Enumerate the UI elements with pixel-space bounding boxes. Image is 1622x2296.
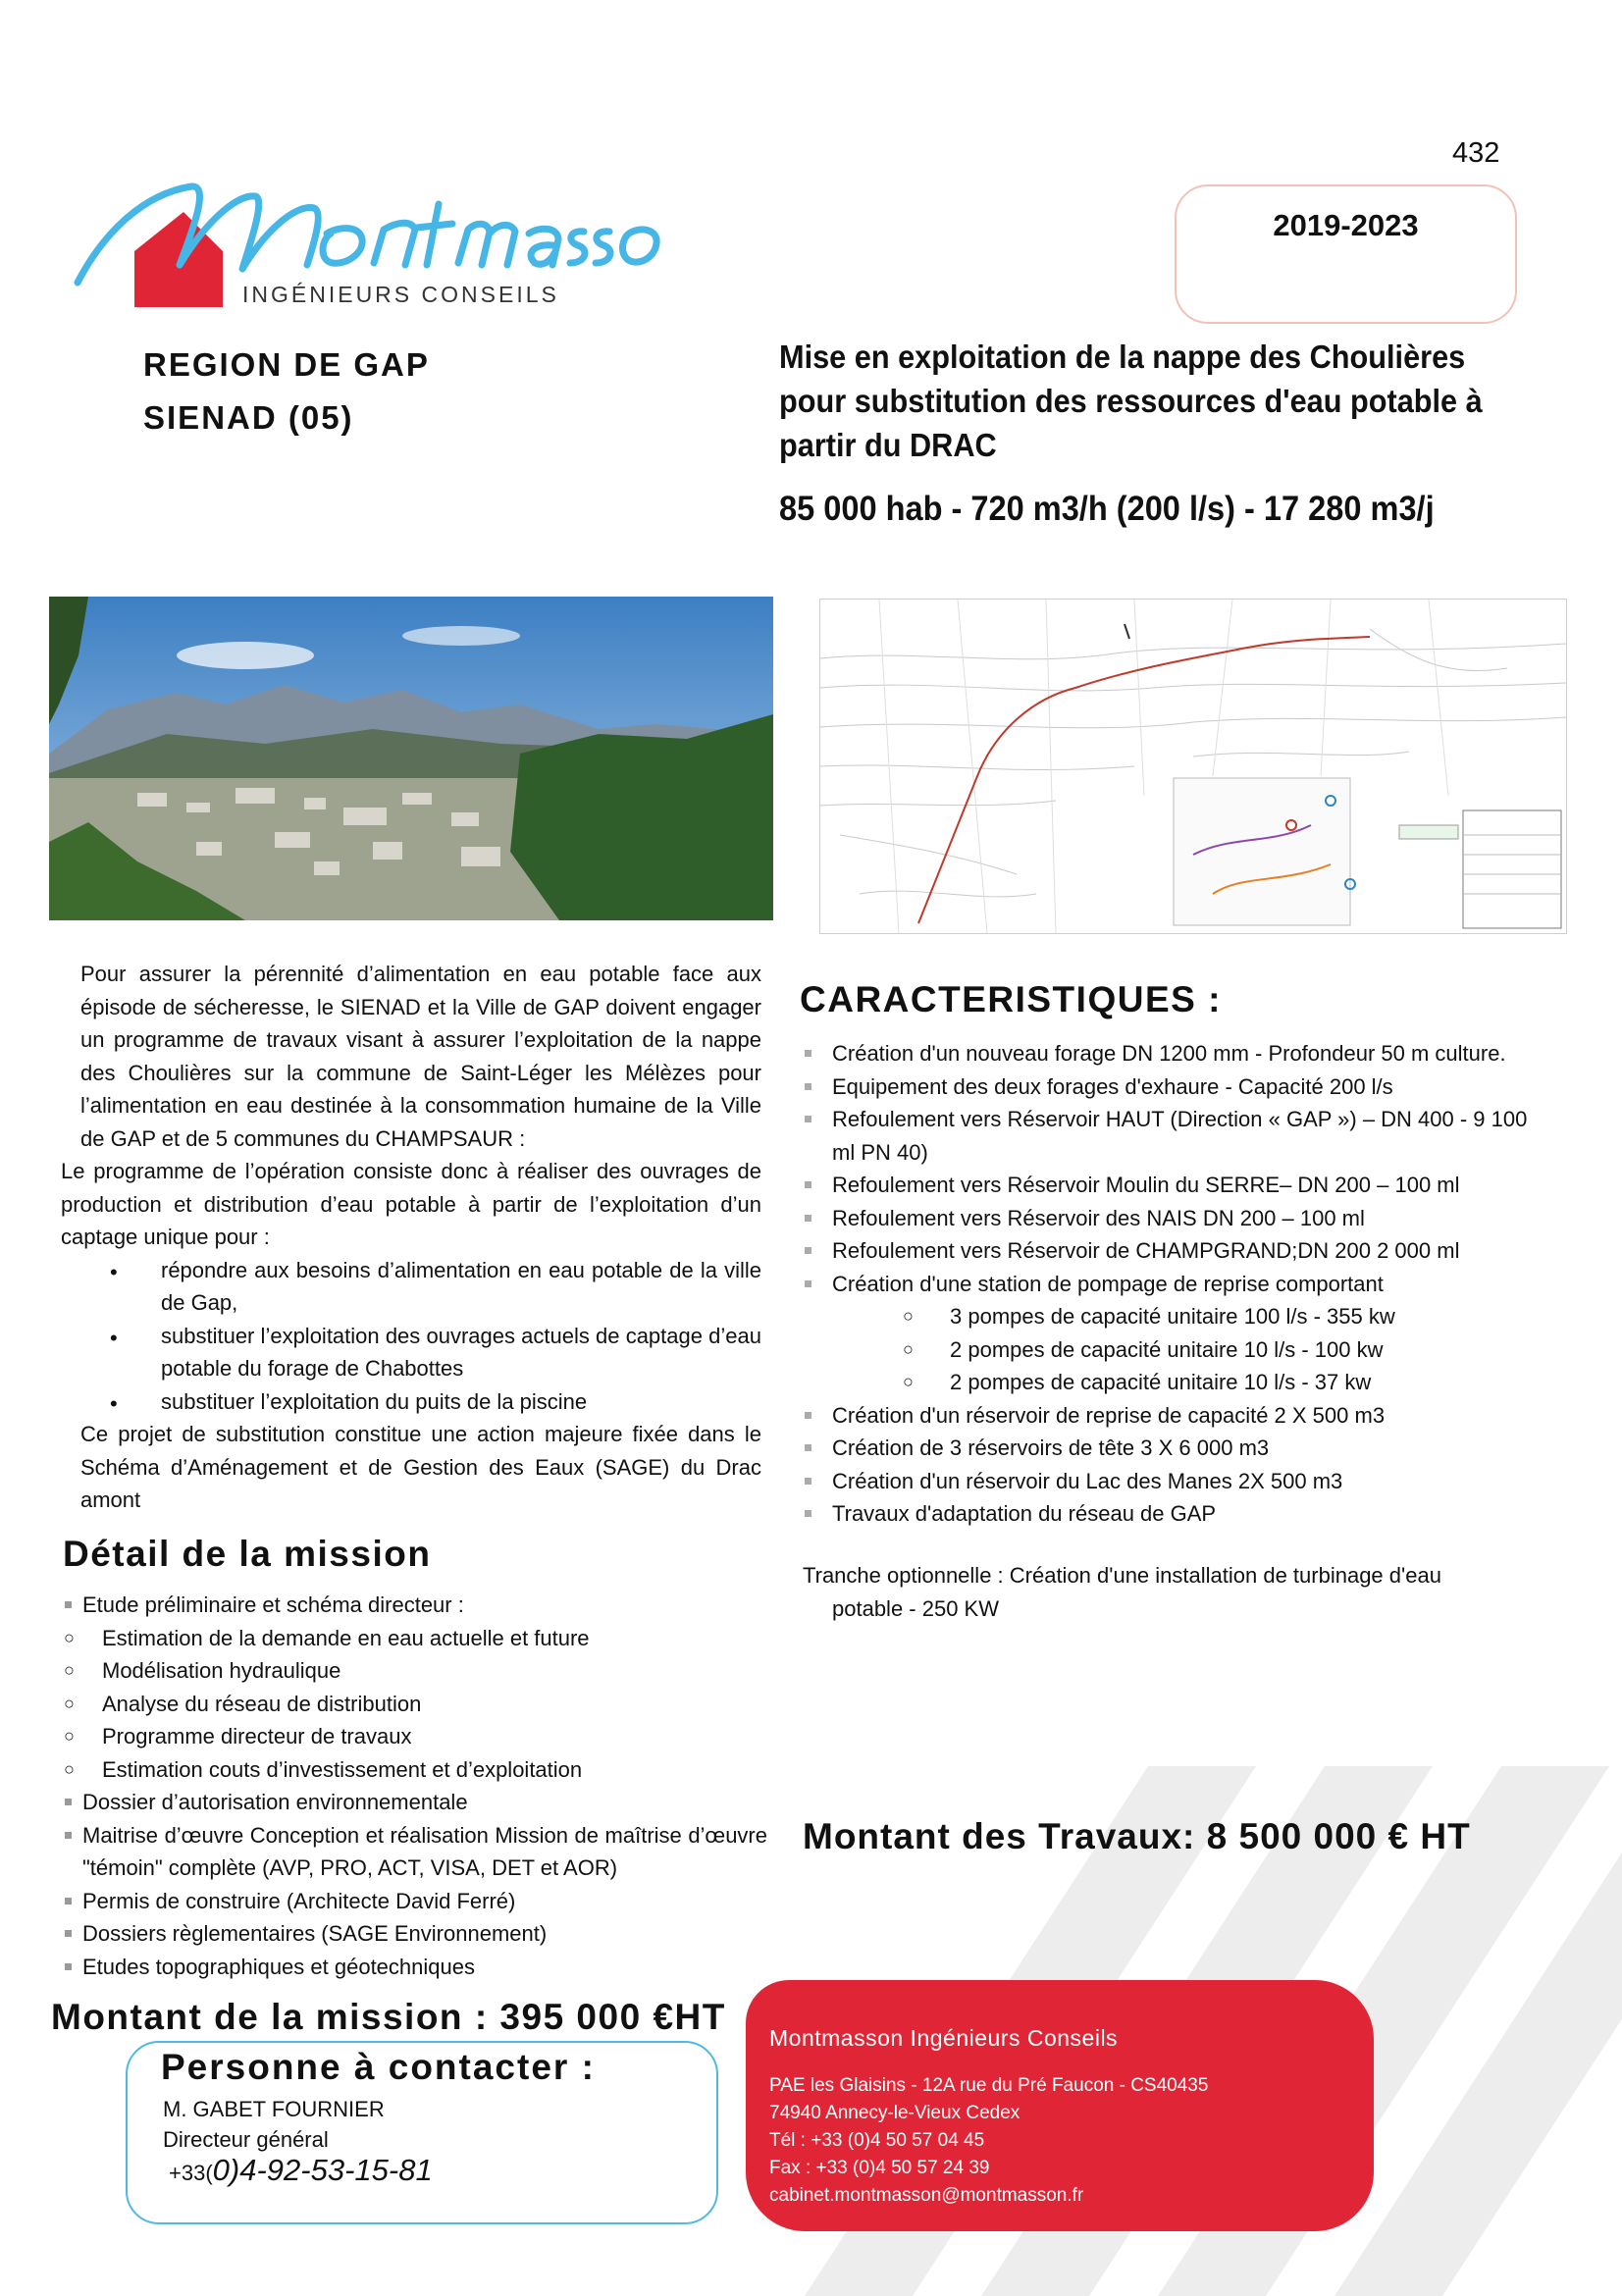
caracteristique-item: Création d'un nouveau forage DN 1200 mm - Profondeur 50 m culture. bbox=[805, 1037, 1550, 1070]
detail-item: Dossier d’autorisation environnementale bbox=[63, 1786, 769, 1819]
company-phone[interactable]: Tél : +33 (0)4 50 57 04 45 bbox=[769, 2130, 985, 2151]
montant-travaux: Montant des Travaux: 8 500 000 € HT bbox=[803, 1816, 1471, 1856]
caracteristique-subitem: ○ 3 pompes de capacité unitaire 100 l/s - 355 kw bbox=[805, 1300, 1550, 1333]
caracteristique-item: Refoulement vers Réservoir Moulin du SERRE– DN 200 – 100 ml bbox=[805, 1169, 1550, 1202]
company-address-line: PAE les Glaisins - 12A rue du Pré Faucon - CS40435 bbox=[769, 2075, 1209, 2096]
caracteristiques-heading: CARACTERISTIQUES : bbox=[800, 979, 1222, 1019]
intro-paragraph-3: Ce projet de substitution constitue une action majeure fixée dans le Schéma d’Aménagement et de Gestion des Eaux (SAGE) du Drac amont bbox=[80, 1422, 761, 1512]
contact-heading: Personne à contacter : bbox=[161, 2047, 596, 2087]
caracteristique-item: Equipement des deux forages d'exhaure - Capacité 200 l/s bbox=[805, 1070, 1550, 1104]
detail-subitem: ○ Estimation couts d’investissement et d’exploitation bbox=[63, 1753, 769, 1787]
year-box bbox=[1175, 184, 1517, 324]
client-name: SIENAD (05) bbox=[143, 399, 354, 437]
project-stats: 85 000 hab - 720 m3/h (200 l/s) - 17 280 m3/j bbox=[779, 489, 1435, 528]
detail-item: Etude préliminaire et schéma directeur : bbox=[63, 1589, 769, 1622]
detail-item: Permis de construire (Architecte David Ferré) bbox=[63, 1885, 769, 1918]
detail-heading: Détail de la mission bbox=[63, 1534, 432, 1574]
project-title: Mise en exploitation de la nappe des Choulières pour substitution des ressources d'eau potable à partir du DRAC bbox=[779, 339, 1483, 463]
tranche-optionnelle bbox=[803, 1559, 1548, 1626]
caracteristique-item: Refoulement vers Réservoir de CHAMPGRAND;DN 200 2 000 ml bbox=[805, 1234, 1550, 1268]
caracteristique-item: Création d'un réservoir du Lac des Manes 2X 500 m3 bbox=[805, 1465, 1550, 1498]
intro-paragraph-2: Le programme de l’opération consiste donc à réaliser des ouvrages de production et distribution d’eau potable à partir de l’exploitation d’un captage unique pour : bbox=[61, 1159, 761, 1249]
logo-subtitle: INGÉNIEURS CONSEILS bbox=[242, 282, 559, 307]
detail-list bbox=[63, 1589, 769, 1983]
detail-item: Maitrise d’œuvre Conception et réalisation Mission de maîtrise d’œuvre "témoin" complète (AVP, PRO, ACT, VISA, DET et AOR) bbox=[63, 1819, 769, 1885]
caracteristiques-list bbox=[805, 1037, 1550, 1531]
company-name: Montmasson Ingénieurs Conseils bbox=[769, 2025, 1119, 2051]
company-fax: Fax : +33 (0)4 50 57 24 39 bbox=[769, 2158, 990, 2178]
intro-bullet: • substituer l’exploitation du puits de la piscine bbox=[80, 1385, 761, 1419]
caracteristique-item: Création de 3 réservoirs de tête 3 X 6 000 m3 bbox=[805, 1432, 1550, 1465]
intro-bullet: • substituer l’exploitation des ouvrages actuels de captage d’eau potable du forage de Chabottes bbox=[80, 1320, 761, 1385]
caracteristique-subitem: ○ 2 pompes de capacité unitaire 10 l/s - 37 kw bbox=[805, 1366, 1550, 1399]
client-block bbox=[143, 339, 430, 444]
detail-subitem: ○ Estimation de la demande en eau actuelle et future bbox=[63, 1622, 769, 1655]
intro-bullet-list bbox=[80, 1254, 761, 1419]
caracteristique-item: Création d'une station de pompage de reprise comportant bbox=[805, 1268, 1550, 1301]
caracteristique-item: Refoulement vers Réservoir HAUT (Direction « GAP ») – DN 400 - 9 100 ml PN 40) bbox=[805, 1103, 1550, 1169]
page-number: 432 bbox=[1452, 137, 1500, 169]
intro-bullet: • répondre aux besoins d’alimentation en eau potable de la ville de Gap, bbox=[80, 1254, 761, 1320]
detail-subitem: ○ Analyse du réseau de distribution bbox=[63, 1688, 769, 1721]
client-region: REGION DE GAP bbox=[143, 346, 430, 383]
tranche-line-1: Tranche optionnelle : Création d'une installation de turbinage d'eau bbox=[803, 1563, 1441, 1588]
contact-role: Directeur général bbox=[163, 2127, 329, 2152]
intro-paragraph-1: Pour assurer la pérennité d’alimentation en eau potable face aux épisode de sécheresse, le SIENAD et la Ville de GAP doivent engager un programme de travaux visant à assurer l’exploitation de la nappe des Choulières sur la commune de Saint-Léger les Mélèzes pour l’alimentation en eau destinée à la consommation humaine de la Ville de GAP et de 5 communes du CHAMPSAUR : bbox=[80, 962, 761, 1151]
contact-name: M. GABET FOURNIER bbox=[163, 2097, 385, 2121]
contact-details bbox=[163, 2094, 433, 2188]
company-address-line: 74940 Annecy-le-Vieux Cedex bbox=[769, 2103, 1020, 2123]
company-info-box bbox=[746, 1980, 1374, 2231]
landscape-photo bbox=[49, 597, 773, 920]
caracteristique-subitem: ○ 2 pompes de capacité unitaire 10 l/s - 100 kw bbox=[805, 1333, 1550, 1367]
caracteristique-item: Travaux d'adaptation du réseau de GAP bbox=[805, 1497, 1550, 1531]
detail-subitem: ○ Programme directeur de travaux bbox=[63, 1720, 769, 1753]
montant-mission: Montant de la mission : 395 000 €HT bbox=[51, 1997, 726, 2037]
company-logo bbox=[74, 175, 672, 312]
caracteristique-item: Refoulement vers Réservoir des NAIS DN 200 – 100 ml bbox=[805, 1202, 1550, 1235]
detail-item: Etudes topographiques et géotechniques bbox=[63, 1951, 769, 1984]
project-years: 2019-2023 bbox=[1273, 208, 1419, 242]
contact-phone-prefix: +33( bbox=[169, 2161, 213, 2185]
company-address bbox=[769, 2072, 1208, 2210]
contact-phone[interactable]: 0)4-92-53-15-81 bbox=[212, 2153, 433, 2187]
detail-item: Dossiers règlementaires (SAGE Environnement) bbox=[63, 1917, 769, 1951]
intro-text bbox=[61, 958, 761, 1517]
company-email-link[interactable]: cabinet.montmasson@montmasson.fr bbox=[769, 2185, 1084, 2206]
caracteristique-item: Création d'un réservoir de reprise de capacité 2 X 500 m3 bbox=[805, 1399, 1550, 1433]
site-map-image bbox=[819, 599, 1567, 934]
tranche-line-2: potable - 250 KW bbox=[832, 1596, 999, 1621]
detail-subitem: ○ Modélisation hydraulique bbox=[63, 1654, 769, 1688]
project-title-block bbox=[779, 336, 1509, 532]
